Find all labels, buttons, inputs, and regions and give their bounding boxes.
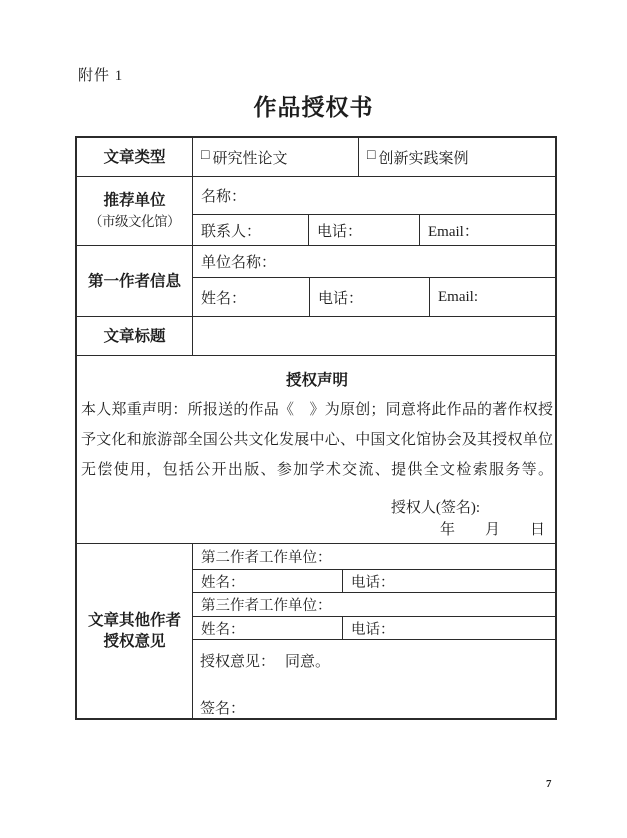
other-authors-label-line1: 文章其他作者	[87, 612, 181, 629]
article-title-field[interactable]	[192, 317, 555, 355]
other-authors-signature-field[interactable]: 签名：	[200, 701, 246, 717]
research-paper-checkbox-icon[interactable]: □	[201, 148, 210, 163]
other-authors-row	[77, 543, 555, 718]
page-number: 7	[546, 778, 552, 790]
article-type-option-practice-case[interactable]	[358, 138, 555, 176]
third-author-phone-field[interactable]: 电话：	[342, 617, 555, 639]
page-title: 作品授权书	[253, 95, 374, 120]
opinion-label: 授权意见：	[200, 654, 276, 670]
second-author-phone-field[interactable]: 电话：	[342, 570, 555, 592]
article-type-row	[77, 138, 555, 176]
unit-name-field[interactable]: 名称：	[201, 189, 247, 205]
attachment-label: 附件 1	[78, 68, 124, 84]
third-author-unit-field[interactable]: 第三作者工作单位：	[201, 598, 332, 614]
author-name-field[interactable]: 姓名：	[201, 290, 247, 307]
recommending-unit-label	[77, 177, 192, 245]
declaration-text-line: 本人郑重声明：所报送的作品《 》为原创；同意将此作品的著作权授	[81, 402, 553, 418]
unit-phone-field[interactable]: 电话：	[308, 215, 419, 245]
other-authors-label-line2: 授权意见	[103, 633, 166, 650]
article-type-option-research-paper[interactable]	[192, 138, 358, 176]
authorization-opinion-block	[193, 640, 555, 718]
signer-signature-field[interactable]: 授权人(签名):	[390, 500, 480, 516]
declaration-section	[77, 356, 555, 543]
author-unit-name-field[interactable]: 单位名称：	[201, 255, 277, 271]
recommending-unit-label-sub: （市级文化馆）	[89, 214, 180, 229]
date-field[interactable]: 年 月 日	[439, 522, 545, 538]
first-author-row	[77, 245, 555, 316]
research-paper-option-label: 研究性论文	[212, 150, 288, 167]
second-author-name-field[interactable]: 姓名：	[201, 574, 245, 591]
declaration-row	[77, 355, 555, 543]
opinion-line	[200, 652, 551, 672]
authorization-form-table	[75, 136, 557, 720]
article-title-row	[77, 316, 555, 355]
first-author-label: 第一作者信息	[87, 272, 181, 290]
recommending-unit-row	[77, 176, 555, 245]
recommending-unit-label-main: 推荐单位	[103, 192, 166, 209]
unit-email-field[interactable]: Email：	[419, 215, 555, 245]
unit-contact-field[interactable]: 联系人：	[201, 223, 262, 240]
declaration-text-line: 无偿使用，包括公开出版、参加学术交流、提供全文检索服务等。	[81, 462, 553, 478]
article-type-label: 文章类型	[103, 148, 166, 166]
practice-case-checkbox-icon[interactable]: □	[367, 148, 376, 163]
article-title-label: 文章标题	[103, 327, 166, 345]
other-authors-label	[77, 544, 192, 718]
opinion-value: 同意。	[285, 654, 331, 670]
declaration-heading: 授权声明	[285, 372, 348, 389]
recommending-unit-fields	[192, 177, 555, 245]
second-author-unit-field[interactable]: 第二作者工作单位：	[201, 550, 332, 566]
other-authors-fields	[192, 544, 555, 718]
author-phone-field[interactable]: 电话：	[309, 278, 429, 316]
third-author-name-field[interactable]: 姓名：	[201, 621, 245, 638]
author-email-field[interactable]: Email:	[429, 278, 555, 316]
declaration-text-line: 予文化和旅游部全国公共文化发展中心、中国文化馆协会及其授权单位	[81, 432, 553, 448]
first-author-fields	[192, 246, 555, 316]
practice-case-option-label: 创新实践案例	[378, 150, 469, 167]
